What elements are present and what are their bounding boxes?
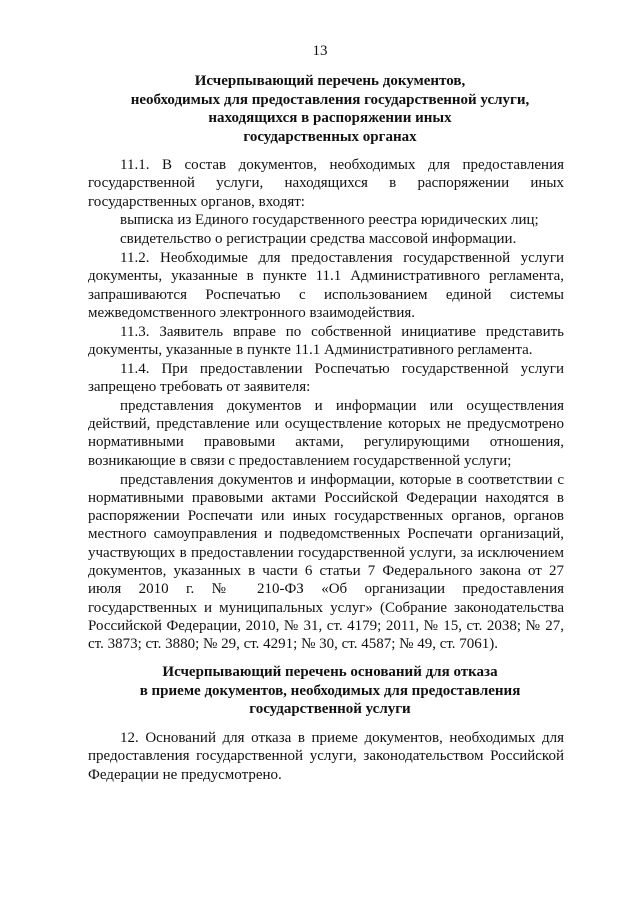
list-item-certificate: свидетельство о регистрации средства массовой информации. [120, 231, 517, 248]
section-body-refusal [88, 729, 564, 784]
heading-line: государственных органах [243, 128, 417, 145]
list-item-prohibition-2: представления документов и информации, которые в соответствии с нормативными правовыми актами Российской Федерации находятся в распоряжении Роспечати или иных государственных органов, органов местного самоуправления и подведомственных Роспечати организаций, участвующих в предоставлении государственной услуги, за исключением документов, указанных в части 6 статьи 7 Федерального закона от 27 июля 2010 г. № 210-ФЗ «Об организации предоставления государственных и муниципальных услуг» (Собрание законодательства Российской Федерации, 2010, № 31, ст. 4179; 2011, № 15, ст. 2038; № 27, ст. 3873; ст. 3880; № 29, ст. 4291; № 30, ст. 4587; № 49, ст. 7061). [88, 471, 564, 653]
heading-line: находящихся в распоряжении иных [208, 110, 452, 126]
paragraph-11-4: 11.4. При предоставлении Роспечатью государственной услуги запрещено требовать от заявителя: [88, 360, 564, 396]
section-body-documents [88, 156, 564, 654]
heading-line: Исчерпывающий перечень оснований для отказа [162, 664, 498, 680]
page-number: 13 [312, 43, 328, 59]
list-item-prohibition-1: представления документов и информации или осуществления действий, представление или осуществление которых не предусмотрено нормативными правовыми актами, регулирующими отношения, возникающие в связи с предоставлением государственной услуги; [88, 397, 564, 469]
heading-line: в приеме документов, необходимых для предоставления [139, 682, 521, 699]
heading-line: государственной услуги [249, 701, 411, 717]
section-heading-documents [80, 72, 580, 146]
paragraph-11-1: 11.1. В состав документов, необходимых для предоставления государственной услуги, находящихся в распоряжении иных государственных органов, входят: [88, 157, 564, 210]
heading-line: необходимых для предоставления государственной услуги, [130, 91, 530, 108]
section-heading-refusal [80, 663, 580, 719]
heading-line: Исчерпывающий перечень документов, [194, 73, 466, 89]
list-item-extract: выписка из Единого государственного реестра юридических лиц; [120, 212, 539, 229]
paragraph-12: 12. Оснований для отказа в приеме документов, необходимых для предоставления государственной услуги, законодательством Российской Федерации не предусмотрено. [88, 730, 564, 783]
paragraph-11-3: 11.3. Заявитель вправе по собственной инициативе представить документы, указанные в пункте 11.1 Административного регламента. [88, 323, 564, 358]
paragraph-11-2: 11.2. Необходимые для предоставления государственной услуги документы, указанные в пункте 11.1 Административного регламента, запрашиваются Роспечатью с использованием единой системы межведомственного электронного взаимодействия. [88, 249, 564, 321]
